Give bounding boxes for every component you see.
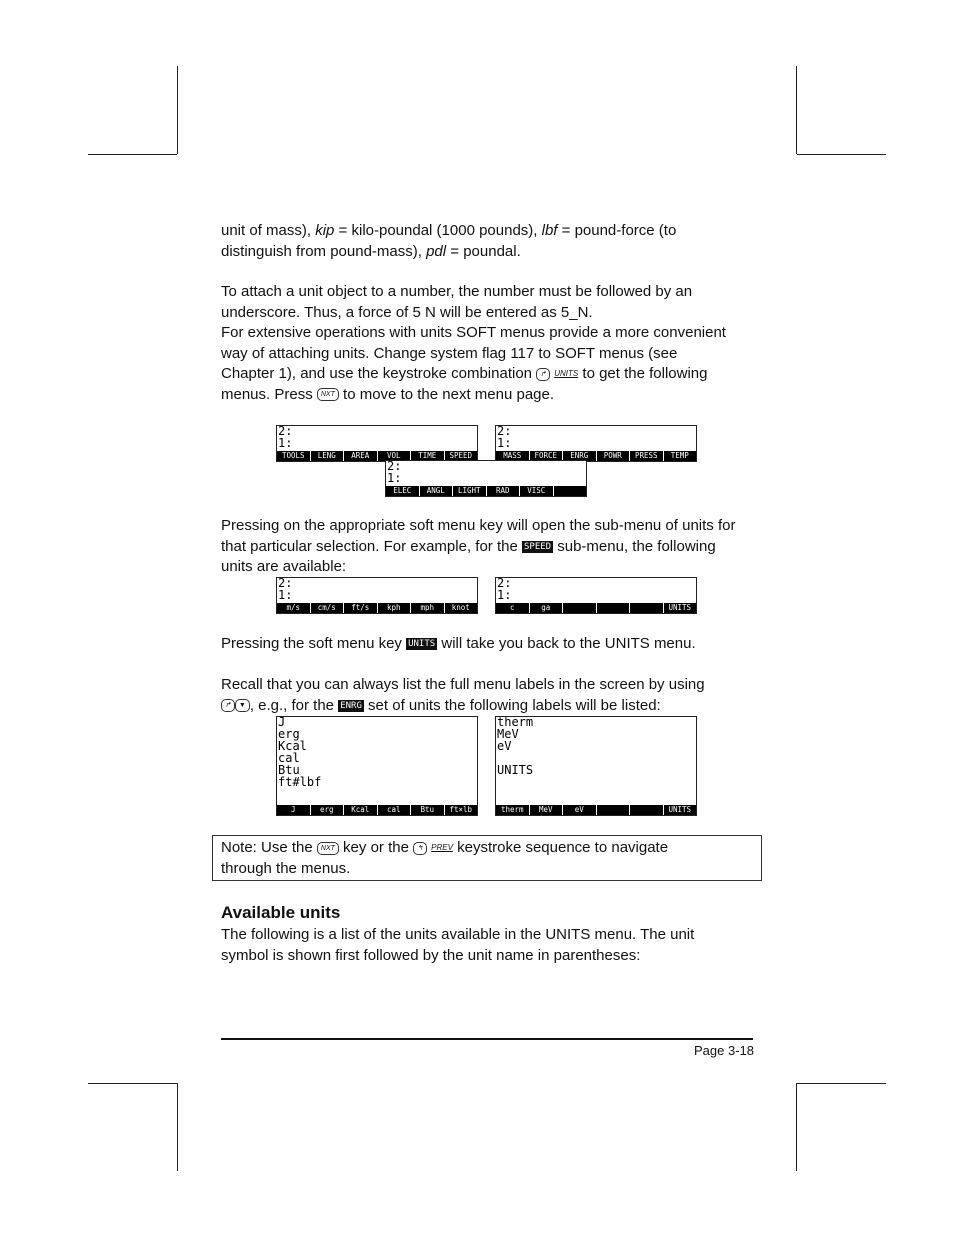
soft-key: [563, 603, 597, 613]
soft-key: TEMP: [670, 451, 689, 460]
soft-key: c: [496, 603, 530, 613]
soft-menu-bar: [277, 805, 477, 815]
crop-mark: [177, 66, 178, 154]
soft-key: therm: [496, 805, 530, 815]
soft-key: mph: [411, 603, 445, 613]
soft-key: LENG: [311, 451, 345, 461]
soft-menu-bar: [496, 603, 696, 613]
soft-key: cal: [378, 805, 412, 815]
soft-menu-bar: [277, 603, 477, 613]
soft-key: UNITS: [668, 805, 692, 814]
paragraph: Recall that you can always list the full menu labels in the screen by using ↱ ▼ , e.g., for the ENRG set of units the following labels will be listed:: [221, 676, 705, 714]
soft-key: PRESS: [630, 451, 664, 461]
calculator-screen: 2: 1: TOOLS LENG AREA VOL TIME SPEED: [276, 425, 478, 462]
soft-key: ft×lb: [449, 805, 473, 814]
calculator-screen: 2: 1: ELEC ANGL LIGHT RAD VISC: [385, 460, 587, 497]
crop-mark: [797, 154, 886, 155]
soft-key: kph: [378, 603, 412, 613]
soft-key: ANGL: [420, 486, 454, 496]
prev-key-label: PREV: [431, 843, 453, 852]
soft-key: RAD: [487, 486, 521, 496]
soft-menu-bar: [496, 805, 696, 815]
crop-mark: [177, 1083, 178, 1171]
soft-key: VOL: [378, 451, 412, 461]
crop-mark: [797, 1083, 886, 1084]
paragraph: Pressing on the appropriate soft menu key will open the sub-menu of units for that particular selection. For example, for the SPEED sub-menu, the following units are available:: [221, 517, 736, 575]
soft-key: cm/s: [311, 603, 345, 613]
soft-key: TOOLS: [277, 451, 311, 461]
soft-key: eV: [563, 805, 597, 815]
footer-rule: [221, 1038, 753, 1040]
soft-key: UNITS: [668, 603, 692, 612]
soft-key: [597, 603, 631, 613]
down-arrow-key-icon: ▼: [235, 699, 250, 712]
paragraph: To attach a unit object to a number, the number must be followed by an underscore. Thus, a force of 5 N will be entered as 5_N. For extensive operations with units SOFT menus provide a more convenient way of attaching units. Change system flag 117 to SOFT menus (see Chapter 1), and use the keystroke combination ↱ UNITS to get the following menus. Press NXT to move to the next menu page.: [221, 283, 726, 403]
crop-mark: [88, 154, 177, 155]
paragraph: unit of mass), kip = kilo-poundal (1000 pounds), lbf = pound-force (to distinguish from pound-mass), pdl = poundal.: [221, 222, 677, 260]
calculator-screen: 2: 1: m/s cm/s ft/s kph mph knot: [276, 577, 478, 614]
units-key-label: UNITS: [554, 369, 579, 378]
crop-mark: [796, 66, 797, 154]
soft-key: SPEED: [449, 451, 473, 460]
nxt-key-icon: NXT: [317, 388, 339, 401]
paragraph: Pressing the soft menu key UNITS will take you back to the UNITS menu.: [221, 635, 696, 652]
right-shift-key-icon: ↱: [536, 368, 550, 381]
note-box: Note: Use the NXT key or the ↰ PREV keystroke sequence to navigate through the menus.: [212, 835, 762, 881]
soft-key: POWR: [597, 451, 631, 461]
soft-key: [554, 486, 587, 496]
crop-mark: [796, 1083, 797, 1171]
soft-key: knot: [451, 603, 470, 612]
section-heading: Available units: [221, 903, 341, 922]
soft-key: erg: [311, 805, 345, 815]
soft-key: [630, 603, 664, 613]
paragraph: The following is a list of the units available in the UNITS menu. The unit symbol is shown first followed by the unit name in parentheses:: [221, 926, 695, 964]
soft-key: VISC: [520, 486, 554, 496]
soft-key: [630, 805, 664, 815]
soft-key: ENRG: [563, 451, 597, 461]
calculator-screen: therm MeV eV UNITS therm MeV eV UNITS: [495, 716, 697, 816]
soft-key: Btu: [411, 805, 445, 815]
soft-key: J: [277, 805, 311, 815]
units-menu-icon: UNITS: [408, 639, 436, 650]
page-number: Page 3-18: [694, 1043, 754, 1058]
soft-key: ft/s: [344, 603, 378, 613]
calculator-screen: 2: 1: MASS FORCE ENRG POWR PRESS TEMP: [495, 425, 697, 462]
soft-key: TIME: [411, 451, 445, 461]
soft-key: [597, 805, 631, 815]
speed-menu-icon: SPEED: [523, 541, 552, 552]
calculator-screen: J erg Kcal cal Btu ft#lbf J erg Kcal cal Btu ft×lb: [276, 716, 478, 816]
soft-key: ga: [530, 603, 564, 613]
soft-key: m/s: [277, 603, 311, 613]
calculator-screen: 2: 1: c ga UNITS: [495, 577, 697, 614]
enrg-menu-icon: ENRG: [340, 700, 362, 711]
left-shift-key-icon: ↰: [413, 842, 427, 855]
soft-key: AREA: [344, 451, 378, 461]
soft-key: Kcal: [344, 805, 378, 815]
soft-key: ELEC: [386, 486, 420, 496]
nxt-key-icon: NXT: [317, 842, 339, 855]
soft-key: FORCE: [530, 451, 564, 461]
crop-mark: [88, 1083, 177, 1084]
soft-menu-bar: [386, 486, 586, 496]
soft-key: MeV: [530, 805, 564, 815]
right-shift-key-icon: ↱: [221, 699, 235, 712]
soft-key: MASS: [496, 451, 530, 461]
soft-key: LIGHT: [453, 486, 487, 496]
